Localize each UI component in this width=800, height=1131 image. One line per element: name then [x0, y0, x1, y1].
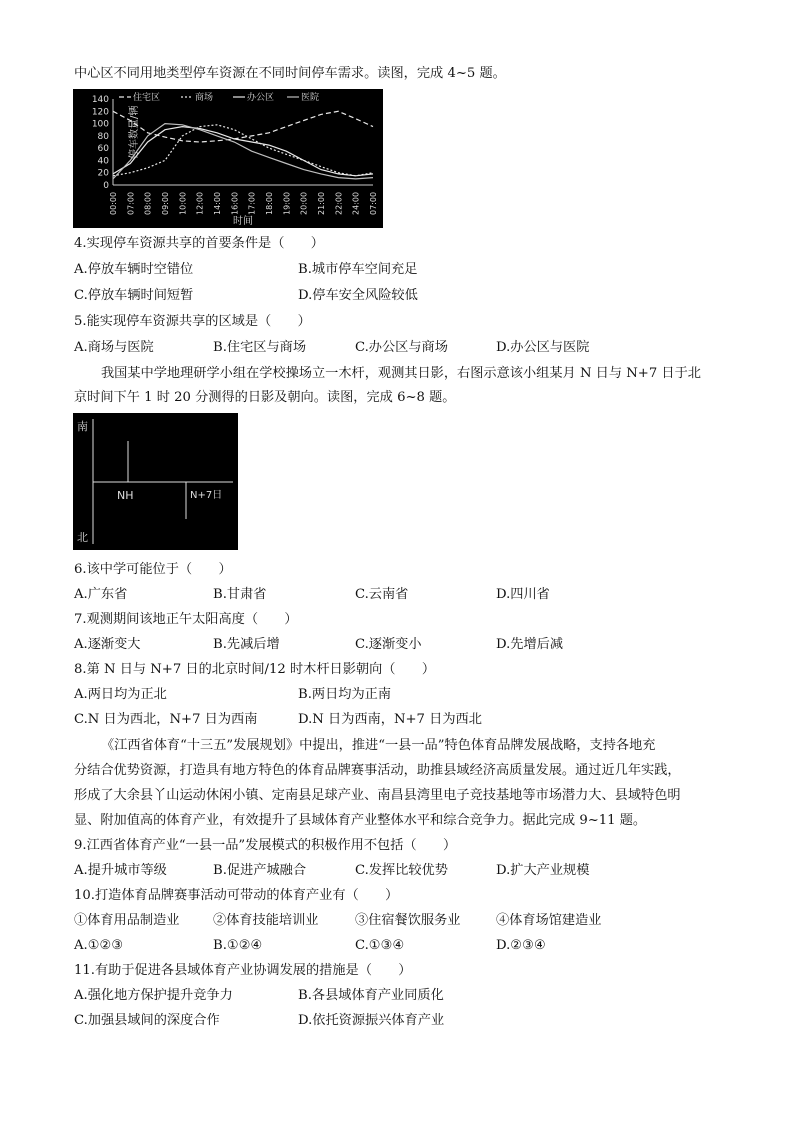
y-tick-label: 80	[97, 131, 109, 142]
x-tick-label: 19:00	[282, 191, 292, 215]
y-tick-label: 140	[91, 95, 109, 105]
intro-9-11-line4: 显、附加值高的体育产业，有效提升了县域体育产业整体水平和综合竞争力。据此完成 9~11 题。	[74, 813, 647, 828]
legend-label: 医院	[301, 93, 320, 103]
q10-stem: 10.打造体育品牌赛事活动可带动的体育产业有（ ）	[74, 888, 399, 903]
y-tick-label: 0	[103, 181, 109, 191]
q4-stem: 4.实现停车资源共享的首要条件是（ ）	[74, 236, 324, 251]
q8-stem: 8.第 N 日与 N+7 日的北京时间/12 时木杆日影朝向（ ）	[74, 662, 436, 677]
x-tick-label: 22:00	[334, 191, 344, 216]
y-tick-label: 100	[91, 119, 109, 130]
q8-option-c[interactable]: C.N 日为西北，N+7 日为西南	[74, 712, 258, 727]
x-tick-label: 09:00	[161, 191, 170, 215]
q6-option-b[interactable]: B.甘肃省	[213, 587, 267, 602]
x-tick-label: 12:00	[195, 191, 205, 215]
x-tick-label: 17:00	[247, 191, 257, 215]
q4-option-a[interactable]: A.停放车辆时空错位	[74, 262, 194, 277]
q7-stem: 7.观测期间该地正午太阳高度（ ）	[74, 612, 298, 627]
x-tick-label: 18:00	[265, 191, 274, 215]
parking-demand-chart	[73, 89, 383, 228]
legend-label: 办公区	[247, 93, 275, 103]
q6-stem: 6.该中学可能位于（ ）	[74, 562, 232, 577]
q10-option-c[interactable]: C.①③④	[355, 938, 405, 953]
q6-option-d[interactable]: D.四川省	[496, 587, 550, 602]
q4-option-b[interactable]: B.城市停车空间充足	[298, 262, 418, 277]
label-n7-day: N+7日	[190, 490, 223, 501]
x-tick-label: 08:00	[143, 191, 153, 215]
y-tick-label: 60	[97, 144, 109, 155]
q4-option-c[interactable]: C.停放车辆时间短暂	[74, 288, 194, 303]
q10-item-2: ②体育技能培训业	[213, 913, 319, 928]
legend-label: 住宅区	[133, 93, 161, 103]
q10-option-b[interactable]: B.①②④	[213, 938, 263, 953]
q5-stem: 5.能实现停车资源共享的区域是（ ）	[74, 314, 311, 329]
intro-4-5: 中心区不同用地类型停车资源在不同时间停车需求。读图，完成 4~5 题。	[74, 66, 506, 81]
q4-option-d[interactable]: D.停车安全风险较低	[298, 288, 418, 303]
q7-option-d[interactable]: D.先增后减	[496, 637, 564, 652]
q9-stem: 9.江西省体育产业“一县一品”发展模式的积极作用不包括（ ）	[74, 838, 457, 853]
y-tick-label: 20	[97, 168, 109, 179]
q8-option-a[interactable]: A.两日均为正北	[74, 687, 167, 702]
q9-option-b[interactable]: B.促进产城融合	[213, 863, 307, 878]
intro-6-8-line2: 京时间下午 1 时 20 分测得的日影及朝向。读图，完成 6~8 题。	[74, 390, 456, 405]
q11-option-c[interactable]: C.加强县域间的深度合作	[74, 1013, 220, 1028]
x-tick-label: 14:00	[213, 191, 222, 215]
q5-option-c[interactable]: C.办公区与商场	[355, 340, 448, 355]
q11-stem: 11.有助于促进各县域体育产业协调发展的措施是（ ）	[74, 963, 412, 978]
q5-option-b[interactable]: B.住宅区与商场	[213, 340, 307, 355]
q11-option-b[interactable]: B.各县域体育产业同质化	[298, 988, 444, 1003]
intro-6-8-line1: 我国某中学地理研学小组在学校操场立一木杆，观测其日影，右图示意该小组某月 N 日与 N+7 日于北	[101, 366, 701, 381]
q8-option-b[interactable]: B.两日均为正南	[298, 687, 392, 702]
q10-option-d[interactable]: D.②③④	[496, 938, 546, 953]
q6-option-c[interactable]: C.云南省	[355, 587, 409, 602]
q7-option-a[interactable]: A.逐渐变大	[74, 637, 141, 652]
q8-option-d[interactable]: D.N 日为西南，N+7 日为西北	[298, 712, 482, 727]
legend-label: 商场	[195, 93, 214, 103]
q11-option-d[interactable]: D.依托资源振兴体育产业	[298, 1013, 445, 1028]
x-tick-label: 16:00	[230, 191, 240, 215]
north-label: 北	[77, 531, 88, 544]
q10-item-4: ④体育场馆建造业	[496, 913, 602, 928]
q11-option-a[interactable]: A.强化地方保护提升竞争力	[74, 988, 233, 1003]
y-tick-label: 40	[97, 156, 109, 167]
intro-9-11-line1: 《江西省体育“十三五”发展规划》中提出，推进“一县一品”特色体育品牌发展战略，支持各地充	[101, 738, 656, 753]
y-tick-label: 120	[91, 107, 109, 118]
x-tick-label: 00:00	[109, 191, 118, 215]
q10-option-a[interactable]: A.①②③	[74, 938, 124, 953]
q5-option-a[interactable]: A.商场与医院	[74, 340, 154, 355]
q7-option-b[interactable]: B.先减后增	[213, 637, 280, 652]
q9-option-d[interactable]: D.扩大产业规模	[496, 863, 590, 878]
x-tick-label: 07:00	[369, 191, 378, 215]
south-label: 南	[77, 420, 88, 433]
x-tick-label: 07:00	[126, 191, 136, 215]
x-tick-label: 21:00	[317, 191, 326, 215]
q10-item-1: ①体育用品制造业	[74, 913, 180, 928]
q10-item-3: ③住宿餐饮服务业	[355, 913, 461, 928]
chart-xlabel: 时间	[233, 216, 253, 227]
x-tick-label: 20:00	[299, 191, 309, 215]
q9-option-c[interactable]: C.发挥比较优势	[355, 863, 448, 878]
q6-option-a[interactable]: A.广东省	[74, 587, 128, 602]
q7-option-c[interactable]: C.逐渐变小	[355, 637, 422, 652]
shadow-figure	[73, 413, 238, 550]
label-n-day: NH	[117, 489, 134, 502]
q9-option-a[interactable]: A.提升城市等级	[74, 863, 167, 878]
x-tick-label: 10:00	[178, 191, 188, 215]
x-tick-label: 24:00	[351, 191, 361, 215]
q5-option-d[interactable]: D.办公区与医院	[496, 340, 590, 355]
intro-9-11-line3: 形成了大余县丫山运动休闲小镇、定南县足球产业、南昌县湾里电子竞技基地等市场潜力大、县域特色明	[74, 788, 681, 803]
intro-9-11-line2: 分结合优势资源，打造具有地方特色的体育品牌赛事活动，助推县域经济高质量发展。通过近几年实践，	[74, 763, 681, 778]
chart-ylabel: 停车数量/辆	[129, 105, 140, 159]
